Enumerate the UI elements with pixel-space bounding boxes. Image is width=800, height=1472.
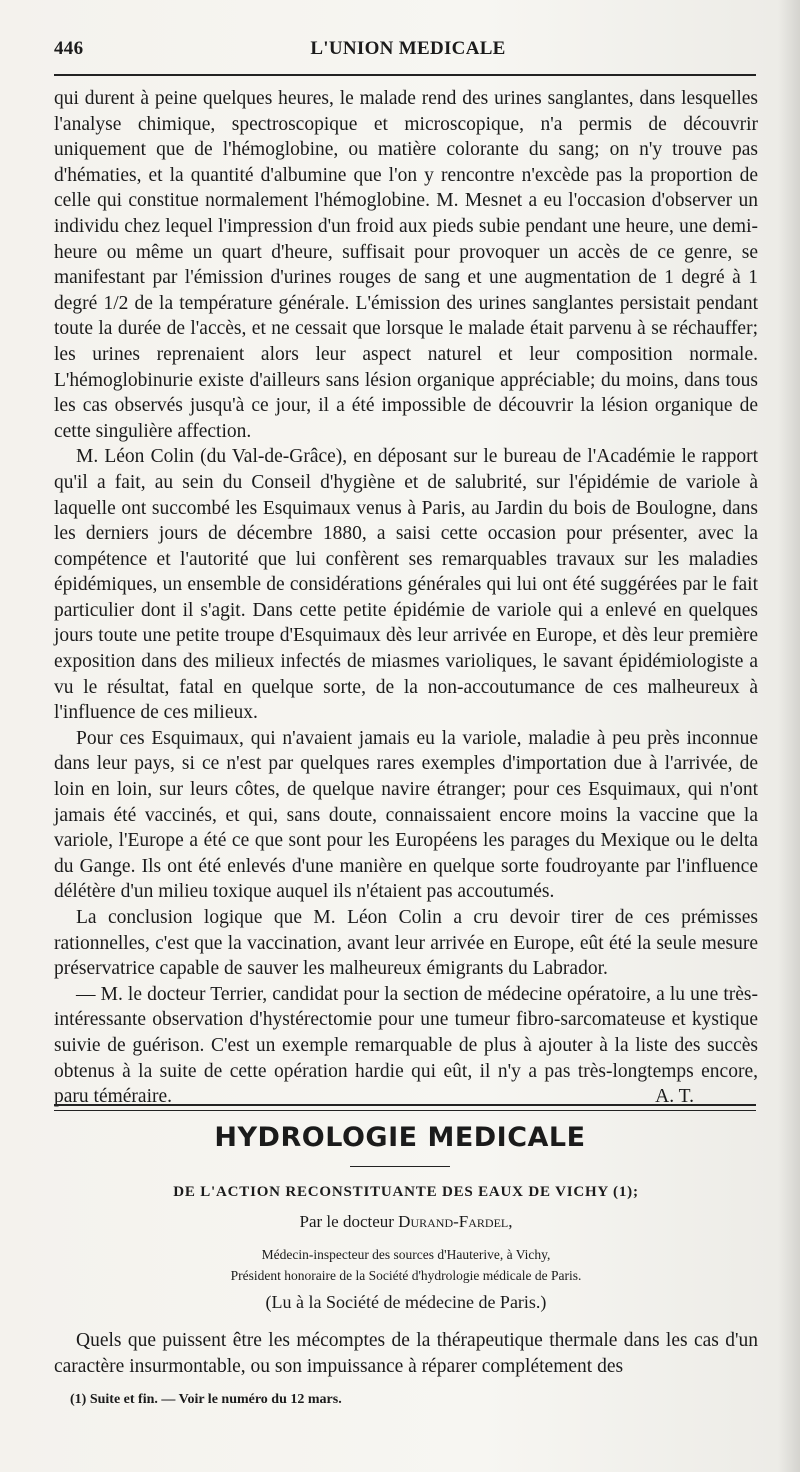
affiliation-2: Président honoraire de la Société d'hydrologie médicale de Paris.	[230, 1268, 582, 1283]
article-opening: Quels que puissent être les mécomptes de la thérapeutique thermale dans les cas d'un caractère insurmontable, ou son impuissance à réparer complétement des	[54, 1330, 758, 1377]
section-short-rule	[350, 1166, 450, 1167]
terrier-text: — M. le docteur Terrier, candidat pour la section de médecine opératoire, a lu une très-intéressante observation d'hystérectomie pour une tumeur fibro-sarcomateuse et kystique suivie de guérison. C'est un exemple remarquable de plus à ajouter à la liste des succès obtenus à la suite de cette opération hardie qui eût, il n'y a pas très-longtemps encore, paru téméraire.	[54, 983, 758, 1108]
signature: A. T.	[655, 1086, 694, 1108]
paragraph-conclusion: La conclusion logique que M. Léon Colin a cru devoir tirer de ces prémisses rationnelles, c'est que la vaccination, avant leur arrivée en Europe, eût été la seule mesure préservatrice capable de sauver les malheureux émigrants du Labrador.	[54, 907, 758, 980]
paragraph-esquimaux: Pour ces Esquimaux, qui n'avaient jamais eu la variole, maladie à peu près inconnue dans leur pays, si ce n'est par quelques rares exemples d'importation due à l'arrivée, de loin en loin, sur leurs côtes, de quelque navire étranger; pour ces Esquimaux, qui n'ont jamais été vaccinés, et qui, sans doute, connaissaient encore moins la vaccine que la variole, l'Europe a été ce que sont pour les Européens les parages du Mexique ou le delta du Gange. Ils ont été enlevés d'une manière en quelque sorte foudroyante par l'influence délétère d'un milieu toxique auquel ils n'étaient pas accoutumés.	[54, 727, 758, 903]
paragraph-hemoglobinuria: qui durent à peine quelques heures, le malade rend des urines sanglantes, dans lesquelles l'analyse chimique, spectroscopique et microscopique, n'a permis de découvrir uniquement que de l'hémoglobine, ou matière colorante du sang; on n'y trouve pas d'hématies, et la quantité d'albumine que l'on y rencontre n'excède pas la proportion de celle qui constitue normalement l'hémoglobine. M. Mesnet a eu l'occasion d'observer un individu chez lequel l'impression d'un froid aux pieds subie pendant une heure, une demi-heure ou même un quart d'heure, suffisait pour provoquer un accès de ce genre, se manifestant par l'émission d'urines rouges de sang et une augmentation de 1 degré à 1 degré 1/2 de la température générale. L'émission des urines sanglantes persistait pendant toute la durée de l'accès, et ne cessait que lorsque le malade était parvenu à se réchauffer; les urines reprenaient alors leur aspect naturel et leur composition normale. L'hémoglobinurie existe d'ailleurs sans lésion organique appréciable; du moins, dans tous les cas observés jusqu'à ce jour, il a été impossible de découvrir la lésion organique de cette singulière affection.	[54, 88, 758, 442]
paragraph-terrier	[54, 982, 758, 1110]
main-column	[54, 86, 758, 1110]
header-rule	[54, 74, 756, 76]
page-number: 446	[54, 38, 84, 59]
author-line	[54, 1212, 758, 1232]
author-prefix: Par le docteur	[299, 1212, 394, 1231]
section-double-rule	[54, 1104, 756, 1111]
read-at-note: (Lu à la Société de médecine de Paris.)	[265, 1292, 547, 1312]
footnote: (1) Suite et fin. — Voir le numéro du 12 mars.	[70, 1392, 342, 1407]
journal-title: L'UNION MEDICALE	[310, 38, 506, 59]
affiliation-1: Médecin-inspecteur des sources d'Hauterive, à Vichy,	[261, 1247, 551, 1262]
paragraph-colin-report: M. Léon Colin (du Val-de-Grâce), en déposant sur le bureau de l'Académie le rapport qu'il a fait, au sein du Conseil d'hygiène et de salubrité, sur l'épidémie de variole à laquelle ont succombé les Esquimaux venus à Paris, au Jardin du bois de Boulogne, dans les derniers jours de décembre 1880, a saisi cette occasion pour présenter, avec la compétence et l'autorité que lui confèrent ses remarquables travaux sur les maladies épidémiques, un ensemble de considérations générales qui lui ont été suggérées par le fait particulier dont il s'agit. Dans cette petite épidémie de variole qui a enlevé en quelques jours toute une petite troupe d'Esquimaux dès leur arrivée en Europe, et dès leur première exposition dans des milieux infectés de miasmes varioliques, le savant épidémiologiste a vu le résultat, fatal en quelque sorte, de la non-accoutumance de ces malheureux à l'influence de ces milieux.	[54, 446, 758, 724]
page-edge-shadow	[778, 0, 800, 1472]
author-name: Durand-Fardel,	[398, 1212, 513, 1231]
running-header	[54, 38, 762, 66]
section-title: HYDROLOGIE MEDICALE	[214, 1122, 586, 1153]
article-title: DE L'ACTION RECONSTITUANTE DES EAUX DE VICHY (1);	[173, 1184, 639, 1200]
article-body	[54, 1328, 758, 1379]
